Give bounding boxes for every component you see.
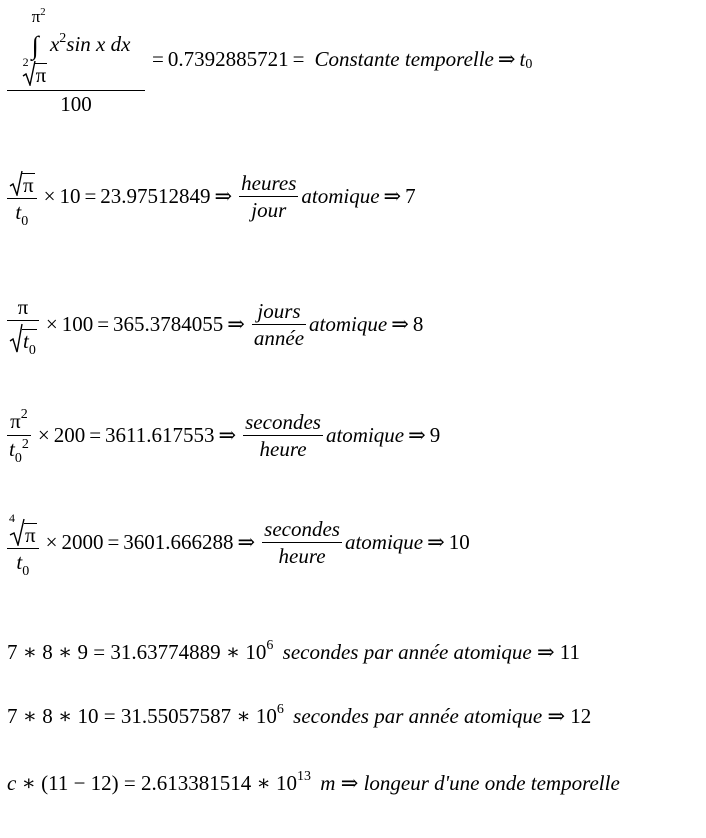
eq3-value: 365.3784055: [113, 312, 224, 337]
equation-5: 4 π $t_0$ × 2000 = 3601.666288 ⇒ $\frac{\text{secondes}}{\text{heure}}$ atomique ⇒ 10: [9, 511, 470, 579]
sqrt-pi: π: [7, 170, 37, 196]
sqrt-t0: $t_0$: [7, 323, 39, 353]
eq4-value: 3611.617553: [105, 422, 215, 447]
eq4-unit: $\frac{\text{secondes}}{\text{heure}}$: [245, 409, 321, 461]
eq5-unit: $\frac{\text{secondes}}{\text{heure}}$: [264, 517, 340, 569]
eq2-value: 23.97512849: [100, 184, 211, 209]
eq1-label: Constante temporelle: [314, 46, 494, 71]
fourth-root-pi: 4 π: [9, 511, 36, 547]
equation-7: 7 ∗ 8 ∗ 10 = 31.55057587 ∗ $10^6$ secondes par année atomique ⇒ 12: [7, 702, 592, 728]
eq3-unit: $\frac{\text{jours}}{\text{année}}$: [253, 298, 305, 351]
equation-3: $\frac{\pi}{t_0}$ × 100 = 365.3784055 ⇒ $\frac{\text{jours}}{\text{année}}$ atomique ⇒ 8: [7, 296, 423, 353]
upper-bound: π: [31, 7, 41, 26]
eq2-unit: $\frac{\text{heures}}{\text{jour}}$: [241, 171, 297, 223]
equation-2: $\frac{\pi}{t_0}$ × 10 = 23.97512849 ⇒ $\frac{\text{heures}}{\text{jour}}$ atomique ⇒ 7: [7, 170, 416, 224]
equation-1: $\pi^2$ ∫ $x^2\sin$ x dx 2 π 100 = 0.7392885721 = Constante temporelle ⇒ t 0: [7, 4, 532, 115]
equation-4: $\frac{\pi^2}{t_0^2}$ × 200 = 3611.617553 ⇒ $\frac{\text{secondes}}{\text{heure}}$ atomique ⇒ 9: [9, 407, 441, 466]
eq1-value: 0.7392885721: [167, 46, 289, 71]
eq1-fraction: $\pi^2$ ∫ $x^2\sin$ x dx 2 π 100: [7, 4, 145, 115]
integral-sign: ∫: [31, 31, 39, 60]
integral-expression: $\pi^2$ ∫ $x^2\sin$ x dx 2 π: [22, 6, 131, 87]
eq5-value: 3601.666288: [123, 530, 234, 555]
equation-8: c ∗ (11 − 12) = 2.613381514 ∗ $10^{13}$ m ⇒ longeur d'une onde temporelle: [7, 769, 620, 795]
equation-6: 7 ∗ 8 ∗ 9 = 31.63774889 ∗ $10^6$ secondes par année atomique ⇒ 11: [7, 638, 581, 664]
lower-bound-root: 2 π: [22, 54, 47, 87]
